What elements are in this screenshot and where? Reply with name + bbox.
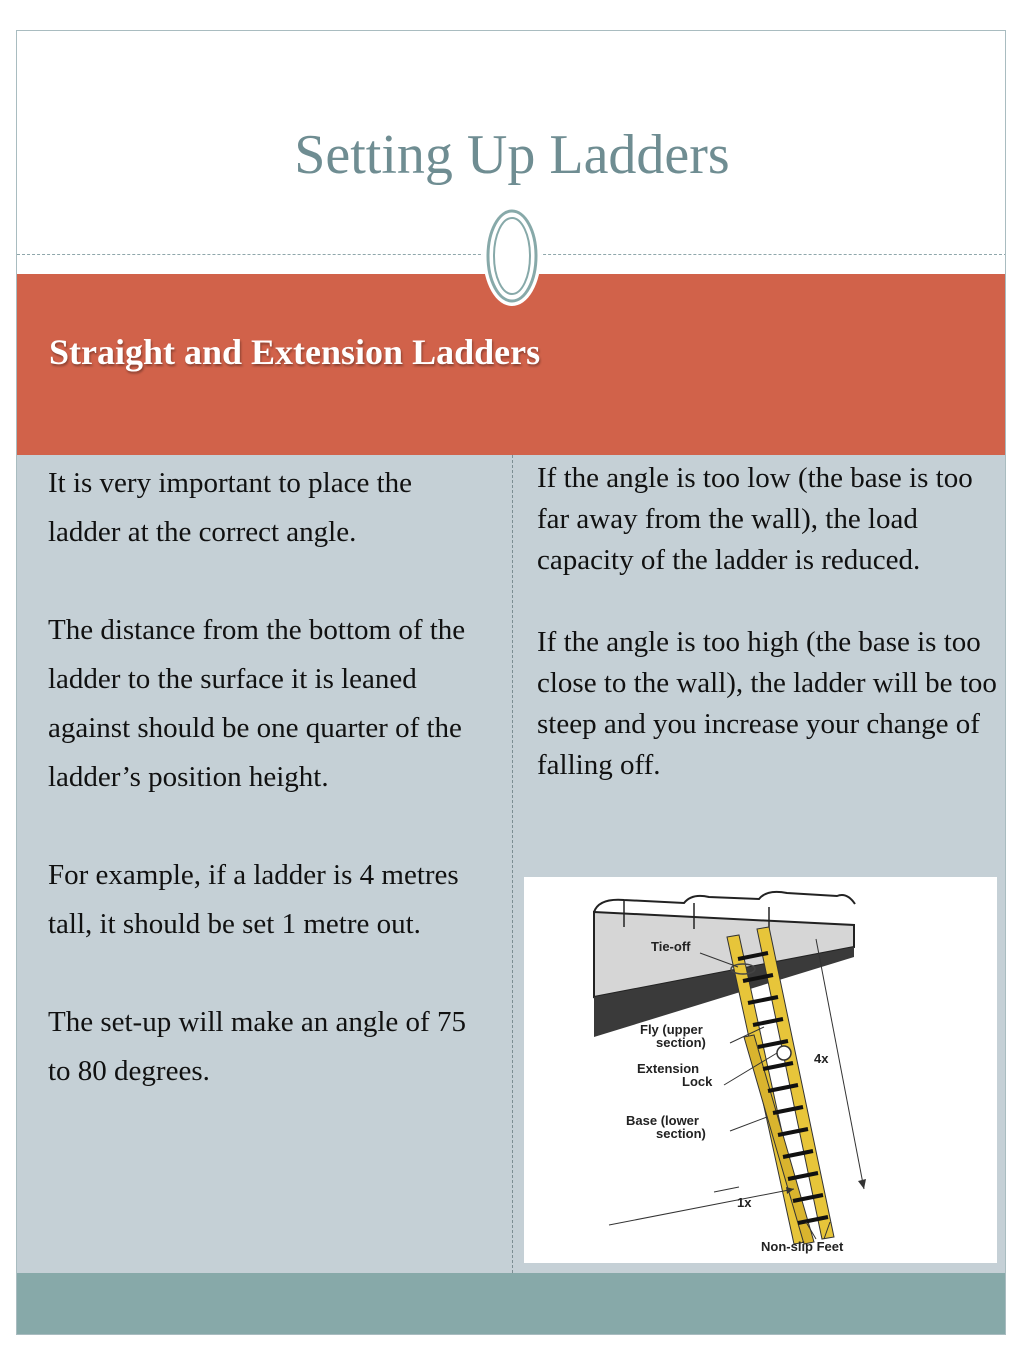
right-column — [537, 458, 997, 827]
label-fly-line1: Fly (upper — [640, 1022, 703, 1037]
slide — [16, 30, 1006, 1335]
label-base-ratio: 1x — [737, 1195, 752, 1210]
paragraph-example: For example, if a ladder is 4 metres tall, it should be set 1 metre out. — [48, 859, 459, 940]
column-divider — [512, 455, 513, 1273]
paragraph-angle-importance: It is very important to place the ladder at the correct angle. — [48, 467, 413, 548]
label-extension-line2: Lock — [682, 1074, 713, 1089]
label-non-slip-feet: Non-slip Feet — [761, 1239, 844, 1254]
left-column — [48, 459, 488, 1145]
slide-subtitle: Straight and Extension Ladders — [49, 332, 541, 372]
label-height-ratio: 4x — [814, 1051, 829, 1066]
label-tie-off: Tie-off — [651, 939, 691, 954]
paragraph-distance-rule: The distance from the bottom of the ladder to the surface it is leaned against should be one quarter of the ladder’s position height. — [48, 614, 466, 793]
oval-ornament — [481, 203, 543, 309]
ladder-diagram — [524, 877, 997, 1263]
label-base-line1: Base (lower — [626, 1113, 699, 1128]
ladder-illustration — [524, 877, 997, 1263]
label-fly-line2: section) — [656, 1035, 706, 1050]
footer-band — [17, 1273, 1006, 1335]
paragraph-angle-too-low: If the angle is too low (the base is too far away from the wall), the load capacity of the ladder is reduced. — [537, 462, 973, 576]
paragraph-angle-degrees: The set-up will make an angle of 75 to 80 degrees. — [48, 1006, 466, 1087]
label-extension-line1: Extension — [637, 1061, 700, 1076]
slide-title: Setting Up Ladders — [294, 124, 730, 186]
paragraph-angle-too-high: If the angle is too high (the base is too close to the wall), the ladder will be too steep and you increase your change of falling off. — [537, 626, 997, 781]
label-base-line2: section) — [656, 1126, 706, 1141]
